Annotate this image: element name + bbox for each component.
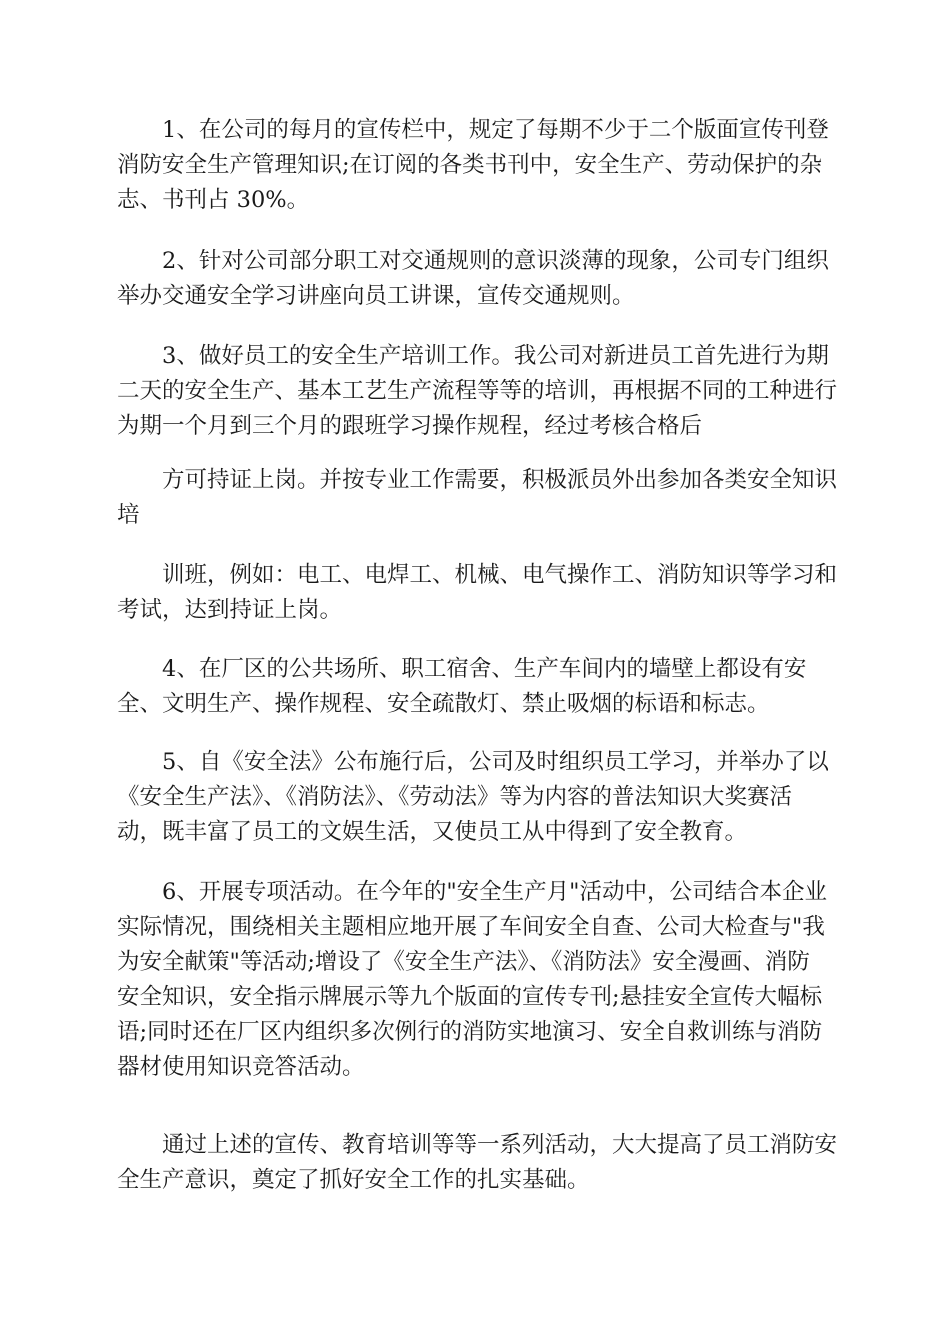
text-line: 考试，达到持证上岗。 bbox=[117, 597, 343, 623]
text-line: 《安全生产法》、《消防法》、《劳动法》等为内容的普法知识大奖赛活 bbox=[117, 784, 793, 810]
text-line: 训班，例如：电工、电焊工、机械、电气操作工、消防知识等学习和 bbox=[162, 562, 838, 588]
paragraph-2 bbox=[117, 244, 837, 314]
paragraph-1 bbox=[117, 113, 837, 218]
paragraph-4 bbox=[117, 463, 837, 533]
text-line: 通过上述的宣传、教育培训等等一系列活动，大大提高了员工消防安 bbox=[162, 1132, 838, 1158]
text-line: 实际情况，围绕相关主题相应地开展了车间安全自查、公司大检查与"我 bbox=[117, 914, 825, 940]
text-line: 5、自《安全法》公布施行后，公司及时组织员工学习，并举办了以 bbox=[162, 749, 829, 775]
text-line: 为安全献策"等活动;增设了《安全生产法》、《消防法》安全漫画、消防 bbox=[117, 949, 810, 975]
text-line: 消防安全生产管理知识;在订阅的各类书刊中，安全生产、劳动保护的杂 bbox=[117, 152, 823, 178]
text-line: 1、在公司的每月的宣传栏中，规定了每期不少于二个版面宣传刊登 bbox=[162, 117, 829, 143]
paragraph-8 bbox=[117, 875, 837, 1085]
text-line: 3、做好员工的安全生产培训工作。我公司对新进员工首先进行为期 bbox=[162, 343, 829, 369]
text-line: 4、在厂区的公共场所、职工宿舍、生产车间内的墙壁上都设有安 bbox=[162, 656, 807, 682]
text-line: 安全知识，安全指示牌展示等九个版面的宣传专刊;悬挂安全宣传大幅标 bbox=[117, 984, 823, 1010]
text-line: 6、开展专项活动。在今年的"安全生产月"活动中，公司结合本企业 bbox=[162, 879, 828, 905]
paragraph-6 bbox=[117, 652, 837, 722]
text-line: 为期一个月到三个月的跟班学习操作规程，经过考核合格后 bbox=[117, 413, 703, 439]
text-line: 举办交通安全学习讲座向员工讲课，宣传交通规则。 bbox=[117, 283, 635, 309]
paragraph-9 bbox=[117, 1128, 837, 1198]
text-line: 全生产意识，奠定了抓好安全工作的扎实基础。 bbox=[117, 1167, 590, 1193]
paragraph-7 bbox=[117, 745, 837, 850]
text-line: 志、书刊占 30%。 bbox=[117, 187, 310, 213]
text-line: 语;同时还在厂区内组织多次例行的消防实地演习、安全自救训练与消防 bbox=[117, 1019, 823, 1045]
text-line: 动，既丰富了员工的文娱生活，又使员工从中得到了安全教育。 bbox=[117, 819, 748, 845]
text-line: 器材使用知识竞答活动。 bbox=[117, 1054, 365, 1080]
text-line: 方可持证上岗。并按专业工作需要，积极派员外出参加各类安全知识 bbox=[162, 467, 838, 493]
text-line: 2、针对公司部分职工对交通规则的意识淡薄的现象，公司专门组织 bbox=[162, 248, 829, 274]
text-line: 培 bbox=[117, 502, 140, 528]
text-line: 二天的安全生产、基本工艺生产流程等等的培训，再根据不同的工种进行 bbox=[117, 378, 838, 404]
paragraph-5 bbox=[117, 558, 837, 628]
paragraph-3 bbox=[117, 339, 837, 444]
text-line: 全、文明生产、操作规程、安全疏散灯、禁止吸烟的标语和标志。 bbox=[117, 691, 770, 717]
